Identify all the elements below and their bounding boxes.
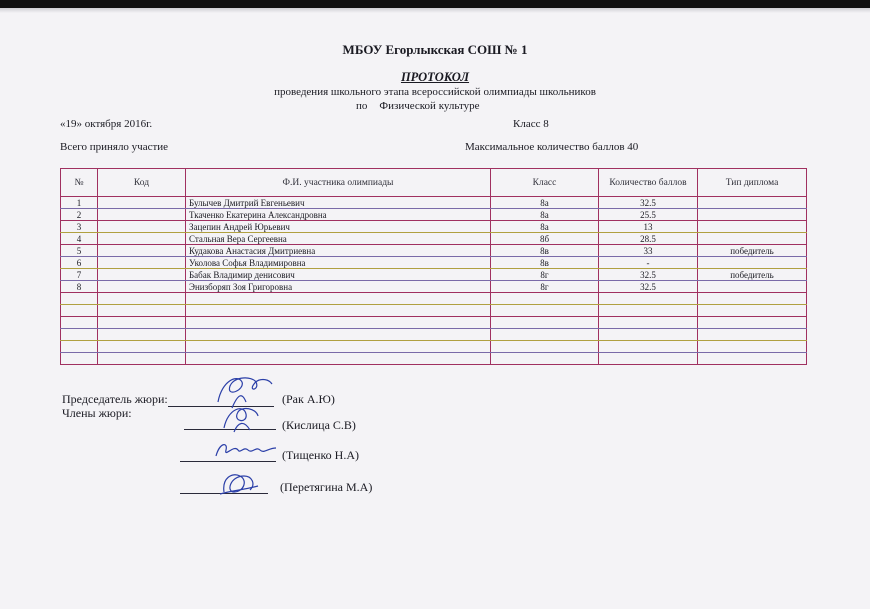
class-label: Класс 8: [513, 118, 549, 130]
cell-score: 25.5: [599, 209, 698, 221]
cell-grade: 8а: [491, 209, 599, 221]
cell-name: Ткаченко Екатерина Александровна: [186, 209, 491, 221]
cell-score: 28.5: [599, 233, 698, 245]
member-signature: [214, 468, 264, 500]
cell-name: Стальная Вера Сергеевна: [186, 233, 491, 245]
table-row: [61, 269, 807, 281]
empty-cell: [599, 329, 698, 341]
empty-cell: [186, 293, 491, 305]
member-name: (Перетягина М.А): [280, 480, 373, 494]
col-code: Код: [98, 169, 186, 197]
empty-cell: [491, 341, 599, 353]
subject-line: [356, 100, 480, 112]
cell-score: 13: [599, 221, 698, 233]
cell-diploma: [698, 281, 807, 293]
chair-label: Председатель жюри:: [62, 392, 168, 406]
cell-code: [98, 245, 186, 257]
table-header-row: [61, 169, 807, 197]
scan-edge: [0, 0, 870, 8]
empty-cell: [698, 329, 807, 341]
empty-cell: [98, 329, 186, 341]
cell-grade: 8а: [491, 197, 599, 209]
empty-cell: [186, 329, 491, 341]
empty-cell: [186, 341, 491, 353]
col-num: №: [61, 169, 98, 197]
cell-code: [98, 269, 186, 281]
empty-cell: [98, 293, 186, 305]
cell-score: 33: [599, 245, 698, 257]
member-name: (Кислица С.В): [282, 418, 356, 432]
empty-cell: [698, 293, 807, 305]
date-label: «19» октября 2016г.: [60, 118, 153, 130]
cell-num: 1: [61, 197, 98, 209]
subject-prefix: по: [356, 100, 368, 112]
cell-name: Булычев Дмитрий Евгеньевич: [186, 197, 491, 209]
empty-cell: [698, 341, 807, 353]
empty-cell: [186, 305, 491, 317]
table-row: [61, 221, 807, 233]
cell-grade: 8б: [491, 233, 599, 245]
empty-cell: [491, 353, 599, 365]
empty-cell: [698, 305, 807, 317]
empty-cell: [61, 293, 98, 305]
cell-grade: 8г: [491, 269, 599, 281]
empty-cell: [491, 293, 599, 305]
empty-cell: [186, 317, 491, 329]
cell-name: Бабак Владимир денисович: [186, 269, 491, 281]
cell-num: 7: [61, 269, 98, 281]
cell-diploma: победитель: [698, 245, 807, 257]
table-row: [61, 245, 807, 257]
subtitle-line: проведения школьного этапа всероссийской олимпиады школьников: [274, 86, 596, 98]
cell-grade: 8г: [491, 281, 599, 293]
protocol-title: ПРОТОКОЛ: [400, 70, 470, 84]
cell-code: [98, 233, 186, 245]
table-row-empty: [61, 353, 807, 365]
table-row: [61, 257, 807, 269]
cell-diploma: [698, 221, 807, 233]
cell-num: 6: [61, 257, 98, 269]
results-table: [60, 168, 807, 365]
empty-cell: [491, 317, 599, 329]
cell-code: [98, 209, 186, 221]
cell-diploma: [698, 209, 807, 221]
chair-name: (Рак А.Ю): [282, 392, 335, 406]
col-name: Ф.И. участника олимпиады: [186, 169, 491, 197]
cell-diploma: [698, 257, 807, 269]
cell-num: 2: [61, 209, 98, 221]
cell-grade: 8в: [491, 257, 599, 269]
empty-cell: [186, 353, 491, 365]
cell-score: 32.5: [599, 269, 698, 281]
empty-cell: [61, 341, 98, 353]
cell-score: 32.5: [599, 197, 698, 209]
table-row-empty: [61, 293, 807, 305]
empty-cell: [599, 293, 698, 305]
empty-cell: [491, 305, 599, 317]
table-body: [61, 197, 807, 365]
empty-cell: [491, 329, 599, 341]
member-signature: [212, 436, 282, 464]
table-row-empty: [61, 317, 807, 329]
table-row: [61, 281, 807, 293]
col-grade: Класс: [491, 169, 599, 197]
table-row-empty: [61, 329, 807, 341]
cell-num: 3: [61, 221, 98, 233]
empty-cell: [61, 317, 98, 329]
protocol-document: [0, 10, 870, 609]
cell-diploma: [698, 233, 807, 245]
cell-code: [98, 197, 186, 209]
cell-grade: 8а: [491, 221, 599, 233]
cell-num: 5: [61, 245, 98, 257]
cell-score: -: [599, 257, 698, 269]
empty-cell: [61, 353, 98, 365]
cell-num: 4: [61, 233, 98, 245]
empty-cell: [98, 341, 186, 353]
cell-name: Уколова Софья Владимировна: [186, 257, 491, 269]
empty-cell: [599, 341, 698, 353]
empty-cell: [599, 353, 698, 365]
cell-code: [98, 221, 186, 233]
cell-name: Энизборяп Зоя Григоровна: [186, 281, 491, 293]
empty-cell: [98, 353, 186, 365]
members-label: Члены жюри:: [62, 406, 132, 420]
table-row: [61, 209, 807, 221]
cell-grade: 8в: [491, 245, 599, 257]
empty-cell: [698, 353, 807, 365]
cell-diploma: победитель: [698, 269, 807, 281]
cell-name: Зацепин Андрей Юрьевич: [186, 221, 491, 233]
cell-diploma: [698, 197, 807, 209]
empty-cell: [599, 317, 698, 329]
empty-cell: [61, 305, 98, 317]
table-row: [61, 197, 807, 209]
col-score: Количество баллов: [599, 169, 698, 197]
subject-name: Физической культуре: [379, 100, 480, 112]
max-score-label: Максимальное количество баллов 40: [465, 141, 639, 153]
empty-cell: [98, 317, 186, 329]
participants-label: Всего приняло участие: [60, 141, 169, 153]
empty-cell: [98, 305, 186, 317]
cell-code: [98, 281, 186, 293]
school-title: МБОУ Егорлыкская СОШ № 1: [342, 42, 528, 57]
cell-name: Кудакова Анастасия Дмитриевна: [186, 245, 491, 257]
table-row-empty: [61, 305, 807, 317]
empty-cell: [61, 329, 98, 341]
empty-cell: [599, 305, 698, 317]
table-row: [61, 233, 807, 245]
table-row-empty: [61, 341, 807, 353]
cell-num: 8: [61, 281, 98, 293]
member-name: (Тищенко Н.А): [282, 448, 359, 462]
cell-score: 32.5: [599, 281, 698, 293]
member-signature: [216, 402, 268, 436]
empty-cell: [698, 317, 807, 329]
col-diploma: Тип диплома: [698, 169, 807, 197]
cell-code: [98, 257, 186, 269]
